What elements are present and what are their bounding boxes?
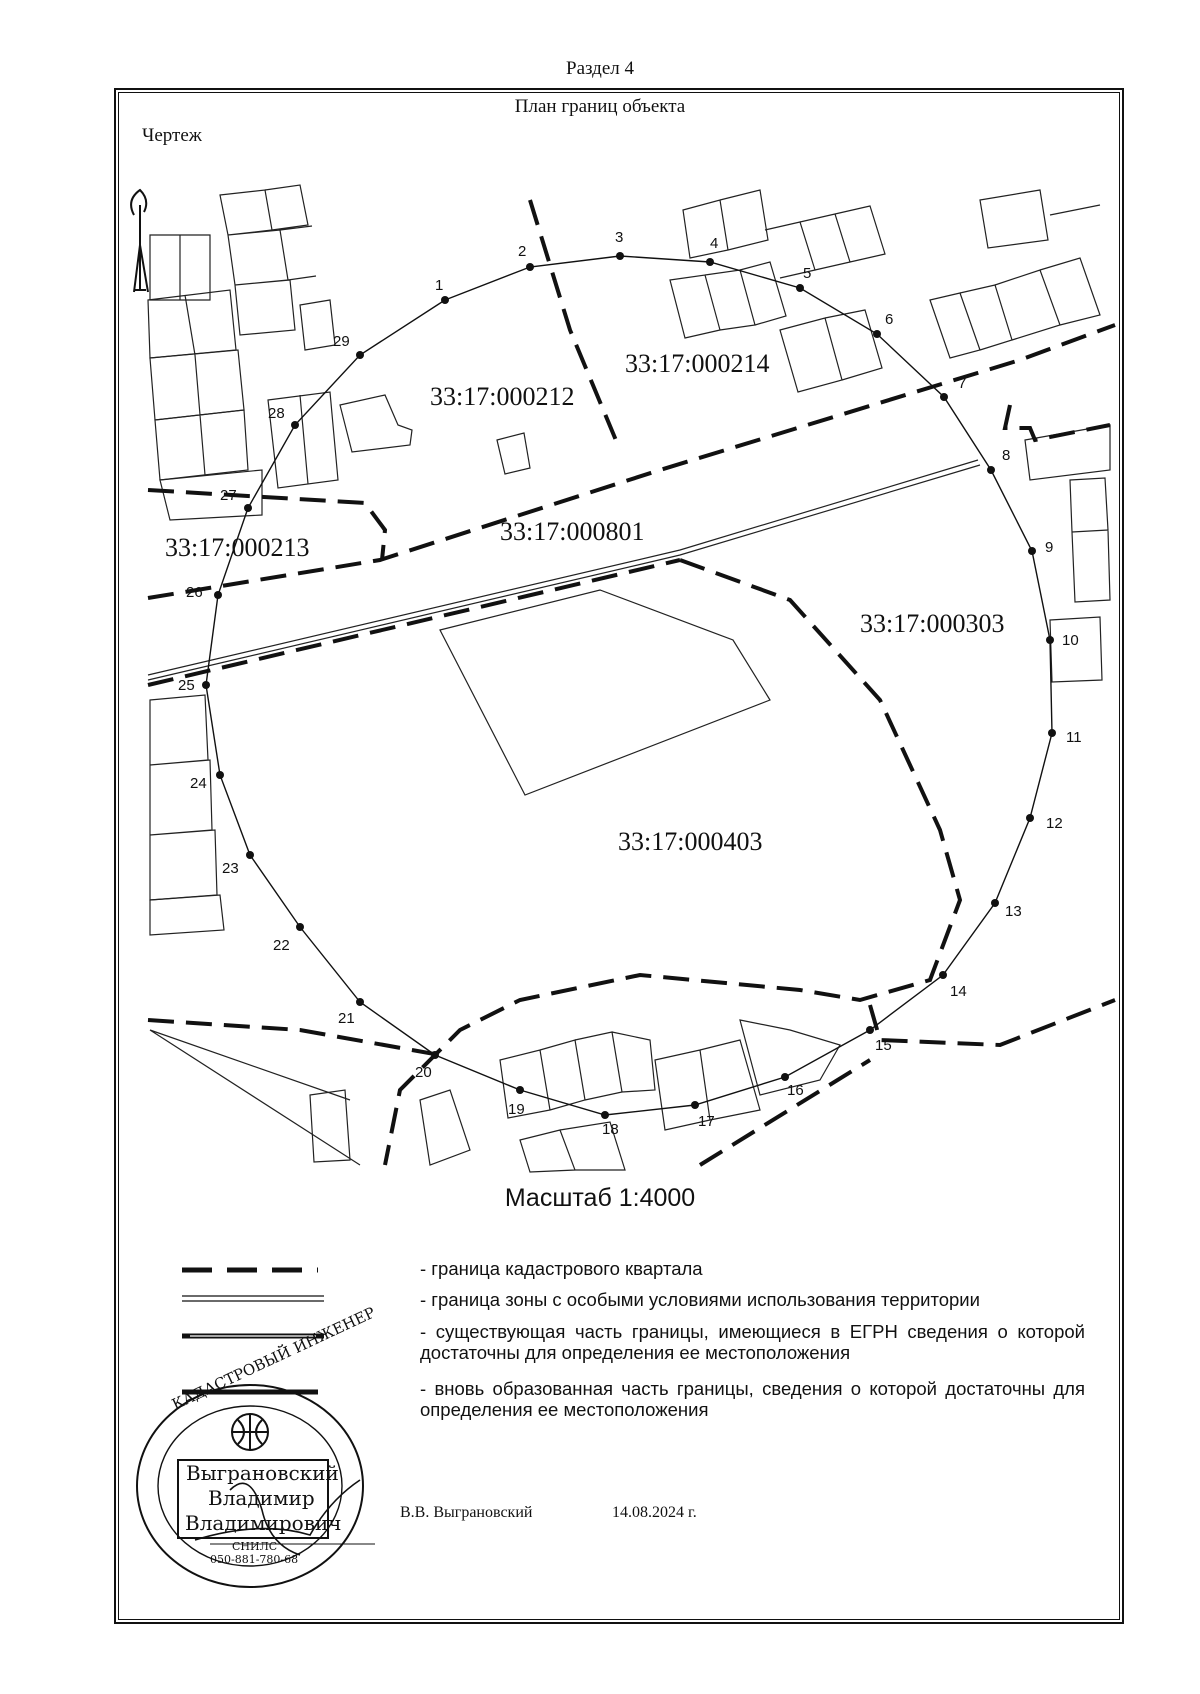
parcel-label: 33:17:000403	[618, 827, 763, 856]
scale-label: Масштаб 1:4000	[504, 1184, 696, 1212]
legend-zone-line	[182, 1296, 324, 1301]
boundary-point-label: 5	[803, 265, 812, 282]
stamp-snils-label: СНИЛС	[232, 1540, 278, 1553]
parcel-label: 33:17:000214	[625, 349, 770, 378]
boundary-point-label: 17	[698, 1113, 715, 1130]
boundary-point-label: 16	[787, 1082, 804, 1099]
parcel-label: 33:17:000303	[860, 609, 1005, 638]
boundary-point-label: 14	[950, 983, 967, 1000]
boundary-point-label: 8	[1002, 447, 1011, 464]
boundary-point-label: 13	[1005, 903, 1022, 920]
boundary-point-label: 21	[338, 1010, 355, 1027]
boundary-point-label: 3	[615, 229, 624, 246]
boundary-point-label: 27	[220, 487, 237, 504]
boundary-point-label: 12	[1046, 815, 1063, 832]
boundary-point-label: 9	[1045, 539, 1054, 556]
stamp-ring-text: КАДАСТРОВЫЙ ИНЖЕНЕР	[169, 1303, 379, 1414]
boundary-point-label: 25	[178, 677, 195, 694]
section-title: Раздел 4	[566, 58, 634, 79]
boundary-point-label: 26	[186, 584, 203, 601]
stamp-line: Выграновский	[186, 1461, 339, 1485]
signature-date: 14.08.2024 г.	[612, 1504, 697, 1521]
boundary-point-label: 19	[508, 1101, 525, 1118]
parcel-label: 33:17:000213	[165, 533, 310, 562]
legend-item: - граница кадастрового квартала	[420, 1258, 703, 1279]
boundary-point-label: 7	[958, 375, 967, 392]
boundary-point-label: 20	[415, 1064, 432, 1081]
legend-item: - граница зоны с особыми условиями использования территории	[420, 1289, 980, 1310]
boundary-point-label: 15	[875, 1037, 892, 1054]
boundary-point-label: 24	[190, 775, 207, 792]
stamp-line: Владимирович	[185, 1511, 342, 1535]
boundary-point-label: 6	[885, 311, 894, 328]
legend-item: - вновь образованная часть границы, сведения о которой достаточны для определения ее местоположения	[420, 1378, 1085, 1420]
boundary-point-label: 2	[518, 243, 527, 260]
boundary-point-label: 29	[333, 333, 350, 350]
plan-title: План границ объекта	[514, 96, 686, 117]
parcel-label: 33:17:000801	[500, 517, 645, 546]
boundary-point-label: 28	[268, 405, 285, 422]
stamp-line: Владимир	[208, 1486, 315, 1510]
boundary-point-label: 1	[435, 277, 444, 294]
legend-item: - существующая часть границы, имеющиеся в ЕГРН сведения о которой достаточны для определения ее местоположения	[420, 1321, 1085, 1363]
parcel-label: 33:17:000212	[430, 382, 575, 411]
boundary-point-label: 18	[602, 1121, 619, 1138]
boundary-point-label: 4	[710, 235, 719, 252]
boundary-point-label: 22	[273, 937, 290, 954]
boundary-point-label: 10	[1062, 632, 1079, 649]
signer-name: В.В. Выграновский	[400, 1504, 533, 1521]
stamp-snils: 050-881-780-68	[210, 1553, 299, 1566]
boundary-point-label: 11	[1066, 729, 1082, 746]
boundary-point-label: 23	[222, 860, 239, 877]
drawing-label: Чертеж	[142, 125, 202, 146]
